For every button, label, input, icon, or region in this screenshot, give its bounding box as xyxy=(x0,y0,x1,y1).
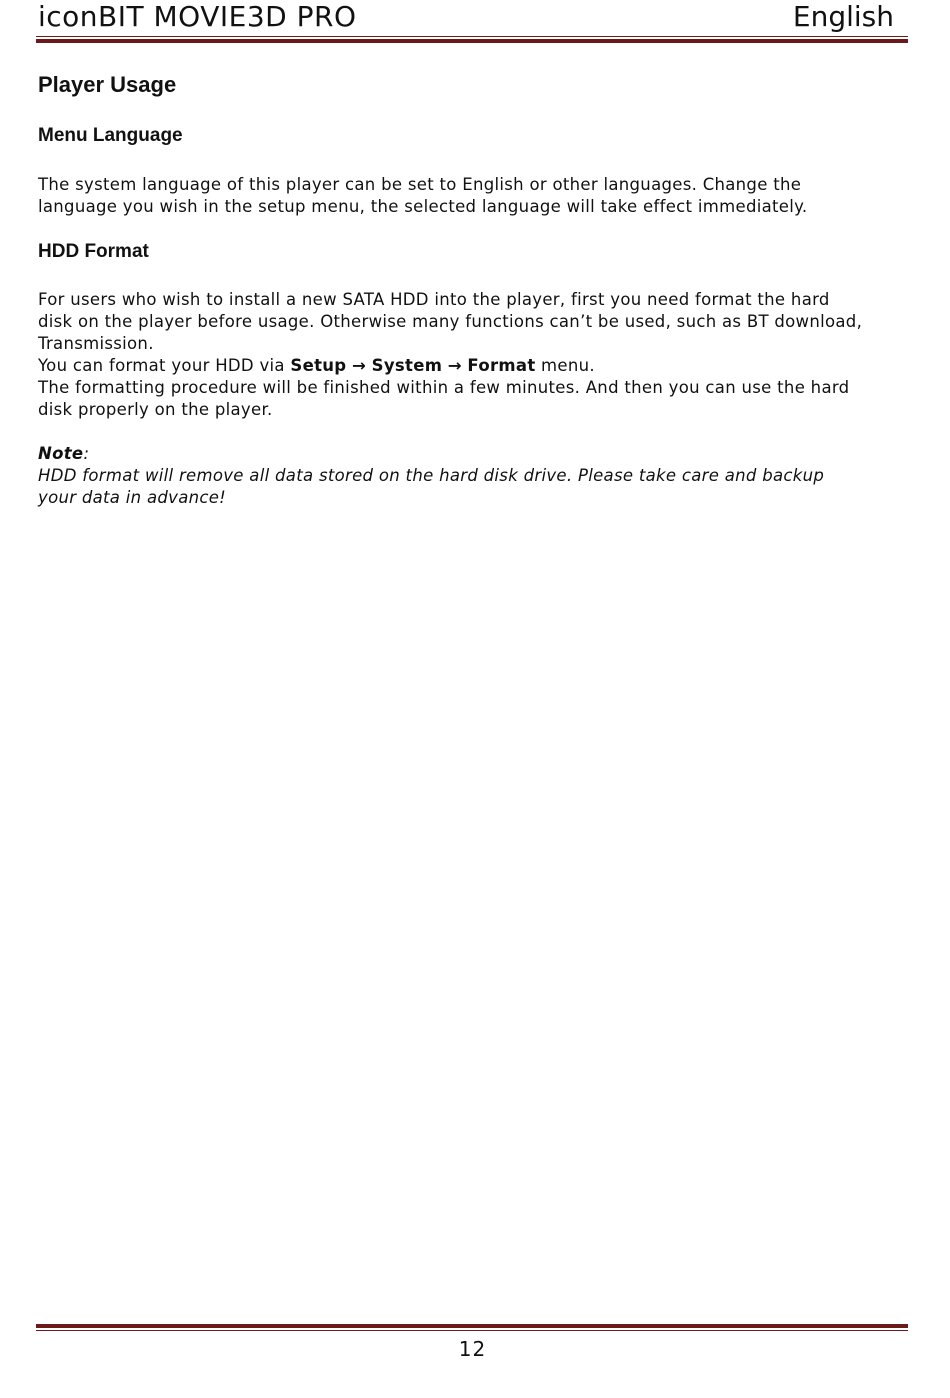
note-block xyxy=(38,443,918,509)
header-rule xyxy=(36,36,908,44)
note-label: Note xyxy=(38,444,84,463)
arrow-right-icon: → xyxy=(351,356,367,375)
text-line: For users who wish to install a new SATA HDD into the player, first you need format the hard xyxy=(38,290,830,309)
header-rule-thick xyxy=(36,39,908,43)
subheading-menu-language: Menu Language xyxy=(38,125,183,146)
footer-rule xyxy=(36,1324,908,1332)
document-language: English xyxy=(792,0,894,33)
note-colon: : xyxy=(83,444,90,463)
paragraph-hdd-format xyxy=(38,289,918,421)
page-content xyxy=(38,70,918,509)
footer-rule-thick xyxy=(36,1324,908,1328)
format-path-line xyxy=(38,355,918,377)
note-text-line: HDD format will remove all data stored on the hard disk drive. Please take care and backup xyxy=(38,466,825,485)
text-line: Transmission. xyxy=(38,334,154,353)
path-prefix: You can format your HDD via xyxy=(38,356,291,375)
menu-path-format: Format xyxy=(467,356,536,375)
footer-rule-thin xyxy=(36,1330,908,1331)
text-line: disk properly on the player. xyxy=(38,400,273,419)
text-line: disk on the player before usage. Otherwise many functions can’t be used, such as BT download, xyxy=(38,312,863,331)
section-heading-player-usage: Player Usage xyxy=(38,72,177,97)
arrow-right-icon: → xyxy=(447,356,462,375)
header-rule-thin xyxy=(36,36,908,37)
path-suffix: menu. xyxy=(535,356,595,375)
note-text-line: your data in advance! xyxy=(38,488,227,507)
menu-path-system: System xyxy=(371,356,443,375)
text-line: The system language of this player can be set to English or other languages. Change the xyxy=(38,175,802,194)
document-title: iconBIT MOVIE3D PRO xyxy=(38,0,357,33)
page-header xyxy=(38,0,894,36)
note-heading-line xyxy=(38,443,918,465)
text-line: The formatting procedure will be finished within a few minutes. And then you can use the hard xyxy=(38,378,850,397)
menu-path-setup: Setup xyxy=(290,356,347,375)
page-number: 12 xyxy=(458,1337,487,1361)
subheading-hdd-format: HDD Format xyxy=(38,241,149,262)
paragraph-menu-language xyxy=(38,174,918,218)
text-line: language you wish in the setup menu, the selected language will take effect immediately. xyxy=(38,197,808,216)
